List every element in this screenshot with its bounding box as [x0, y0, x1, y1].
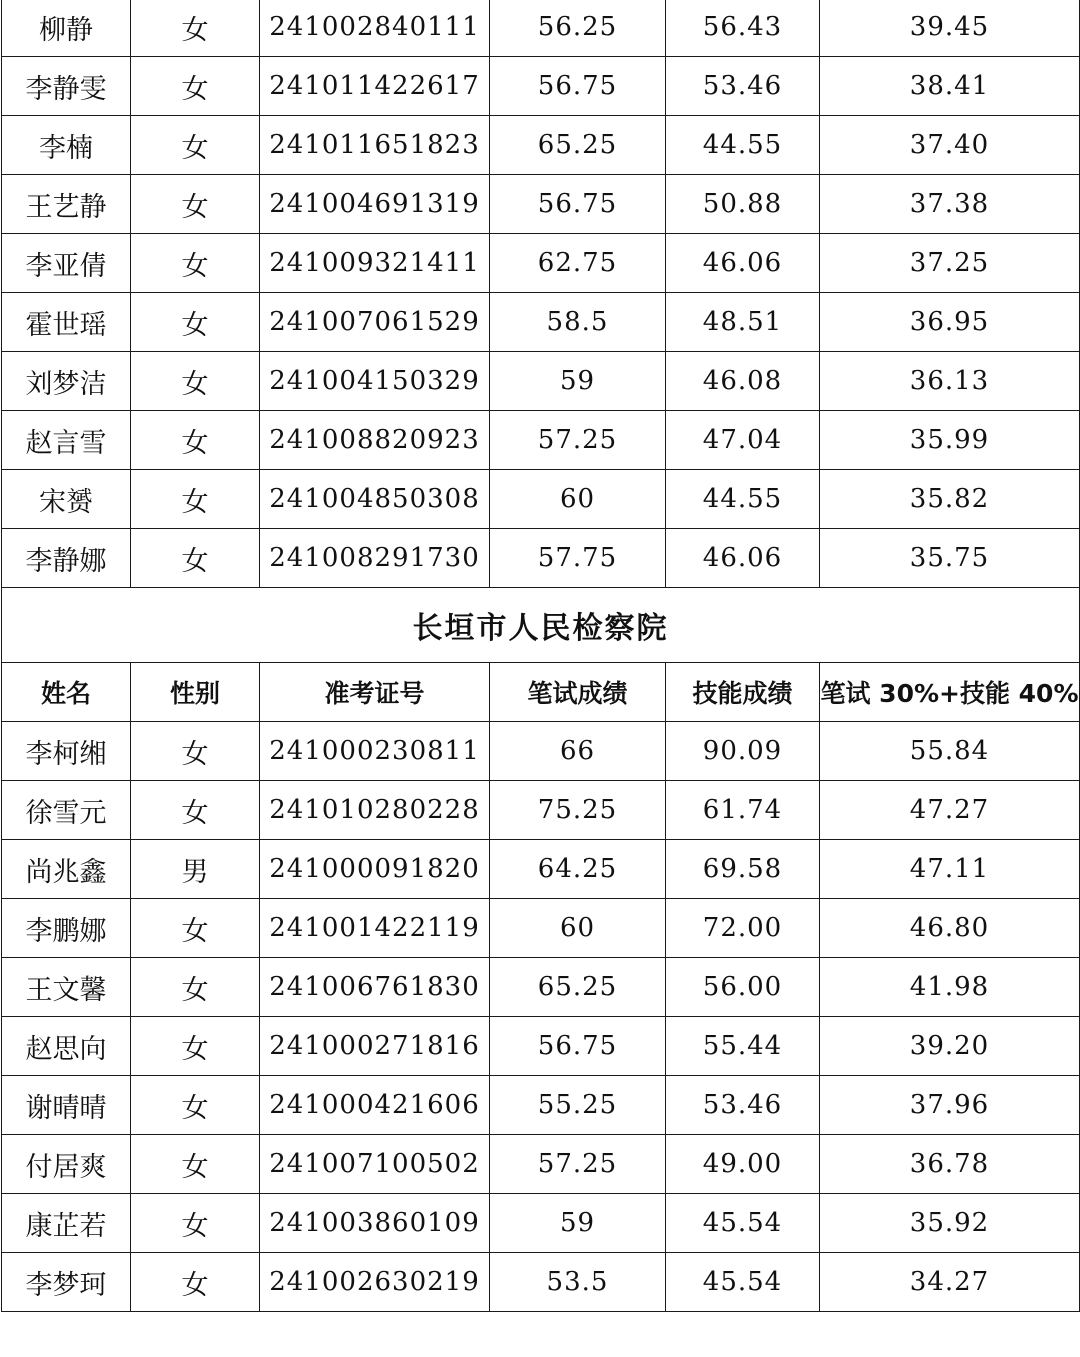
cell-exam-number: 241004150329	[260, 352, 490, 411]
table-row	[2, 234, 1080, 293]
cell-sex: 女	[131, 529, 260, 588]
cell-sex: 女	[131, 411, 260, 470]
table-row	[2, 1017, 1080, 1076]
cell-sex: 女	[131, 293, 260, 352]
cell-weighted-total: 55.84	[820, 722, 1080, 781]
cell-skill-score: 46.06	[666, 234, 820, 293]
cell-written-score: 56.25	[490, 0, 666, 57]
cell-weighted-total: 39.45	[820, 0, 1080, 57]
cell-exam-number: 241001422119	[260, 899, 490, 958]
cell-sex: 女	[131, 57, 260, 116]
cell-name: 宋赟	[2, 470, 131, 529]
cell-skill-score: 49.00	[666, 1135, 820, 1194]
cell-exam-number: 241011422617	[260, 57, 490, 116]
cell-exam-number: 241003860109	[260, 1194, 490, 1253]
cell-written-score: 56.75	[490, 175, 666, 234]
cell-weighted-total: 47.11	[820, 840, 1080, 899]
table-row	[2, 175, 1080, 234]
cell-sex: 男	[131, 840, 260, 899]
cell-exam-number: 241008820923	[260, 411, 490, 470]
table-row	[2, 1253, 1080, 1312]
cell-name: 李亚倩	[2, 234, 131, 293]
header-skill-score: 技能成绩	[666, 663, 820, 722]
cell-skill-score: 69.58	[666, 840, 820, 899]
cell-name: 柳静	[2, 0, 131, 57]
cell-sex: 女	[131, 722, 260, 781]
table-row	[2, 411, 1080, 470]
table-row	[2, 1076, 1080, 1135]
table-row	[2, 781, 1080, 840]
cell-written-score: 62.75	[490, 234, 666, 293]
cell-name: 付居爽	[2, 1135, 131, 1194]
table-row	[2, 0, 1080, 57]
cell-exam-number: 241000230811	[260, 722, 490, 781]
cell-sex: 女	[131, 1076, 260, 1135]
section-title-row	[2, 588, 1080, 663]
cell-written-score: 60	[490, 470, 666, 529]
cell-weighted-total: 37.40	[820, 116, 1080, 175]
table-row	[2, 116, 1080, 175]
cell-name: 王文馨	[2, 958, 131, 1017]
cell-skill-score: 53.46	[666, 1076, 820, 1135]
cell-skill-score: 61.74	[666, 781, 820, 840]
cell-weighted-total: 39.20	[820, 1017, 1080, 1076]
table-header-row	[2, 663, 1080, 722]
cell-sex: 女	[131, 958, 260, 1017]
cell-weighted-total: 47.27	[820, 781, 1080, 840]
cell-skill-score: 53.46	[666, 57, 820, 116]
cell-sex: 女	[131, 1017, 260, 1076]
cell-name: 赵思向	[2, 1017, 131, 1076]
cell-exam-number: 241004691319	[260, 175, 490, 234]
table-row	[2, 1194, 1080, 1253]
cell-written-score: 64.25	[490, 840, 666, 899]
cell-name: 李柯缃	[2, 722, 131, 781]
cell-exam-number: 241002840111	[260, 0, 490, 57]
top-table-body	[2, 0, 1080, 588]
cell-weighted-total: 35.75	[820, 529, 1080, 588]
score-table	[1, 0, 1080, 1312]
cell-sex: 女	[131, 470, 260, 529]
header-exam-number: 准考证号	[260, 663, 490, 722]
cell-weighted-total: 36.13	[820, 352, 1080, 411]
cell-name: 李鹏娜	[2, 899, 131, 958]
cell-skill-score: 55.44	[666, 1017, 820, 1076]
cell-skill-score: 44.55	[666, 470, 820, 529]
cell-exam-number: 241000271816	[260, 1017, 490, 1076]
cell-weighted-total: 34.27	[820, 1253, 1080, 1312]
cell-skill-score: 56.00	[666, 958, 820, 1017]
cell-written-score: 56.75	[490, 57, 666, 116]
header-weighted-total: 笔试 30%+技能 40%	[820, 663, 1080, 722]
cell-written-score: 65.25	[490, 116, 666, 175]
cell-written-score: 57.75	[490, 529, 666, 588]
cell-written-score: 56.75	[490, 1017, 666, 1076]
cell-written-score: 65.25	[490, 958, 666, 1017]
cell-weighted-total: 37.38	[820, 175, 1080, 234]
cell-sex: 女	[131, 1253, 260, 1312]
cell-written-score: 60	[490, 899, 666, 958]
cell-written-score: 57.25	[490, 411, 666, 470]
cell-sex: 女	[131, 1135, 260, 1194]
cell-name: 徐雪元	[2, 781, 131, 840]
cell-skill-score: 46.08	[666, 352, 820, 411]
table-row	[2, 899, 1080, 958]
header-sex: 性别	[131, 663, 260, 722]
cell-sex: 女	[131, 781, 260, 840]
cell-weighted-total: 37.96	[820, 1076, 1080, 1135]
cell-skill-score: 56.43	[666, 0, 820, 57]
cell-exam-number: 241009321411	[260, 234, 490, 293]
cell-written-score: 59	[490, 1194, 666, 1253]
cell-written-score: 66	[490, 722, 666, 781]
cell-weighted-total: 41.98	[820, 958, 1080, 1017]
section-block	[2, 588, 1080, 722]
cell-name: 李梦珂	[2, 1253, 131, 1312]
cell-weighted-total: 46.80	[820, 899, 1080, 958]
cell-weighted-total: 35.99	[820, 411, 1080, 470]
cell-written-score: 57.25	[490, 1135, 666, 1194]
cell-exam-number: 241006761830	[260, 958, 490, 1017]
cell-written-score: 58.5	[490, 293, 666, 352]
table-row	[2, 529, 1080, 588]
cell-exam-number: 241002630219	[260, 1253, 490, 1312]
cell-name: 李静雯	[2, 57, 131, 116]
cell-exam-number: 241008291730	[260, 529, 490, 588]
cell-weighted-total: 36.95	[820, 293, 1080, 352]
cell-written-score: 53.5	[490, 1253, 666, 1312]
cell-exam-number: 241004850308	[260, 470, 490, 529]
cell-sex: 女	[131, 1194, 260, 1253]
cell-exam-number: 241000091820	[260, 840, 490, 899]
cell-weighted-total: 35.92	[820, 1194, 1080, 1253]
table-row	[2, 57, 1080, 116]
cell-name: 李楠	[2, 116, 131, 175]
cell-sex: 女	[131, 116, 260, 175]
cell-name: 李静娜	[2, 529, 131, 588]
section-title: 长垣市人民检察院	[2, 588, 1080, 663]
cell-name: 王艺静	[2, 175, 131, 234]
table-row	[2, 470, 1080, 529]
cell-sex: 女	[131, 175, 260, 234]
table-row	[2, 722, 1080, 781]
cell-weighted-total: 37.25	[820, 234, 1080, 293]
table-row	[2, 293, 1080, 352]
cell-skill-score: 46.06	[666, 529, 820, 588]
cell-exam-number: 241000421606	[260, 1076, 490, 1135]
cell-written-score: 59	[490, 352, 666, 411]
header-name: 姓名	[2, 663, 131, 722]
cell-name: 刘梦洁	[2, 352, 131, 411]
cell-name: 谢晴晴	[2, 1076, 131, 1135]
table-row	[2, 352, 1080, 411]
cell-sex: 女	[131, 899, 260, 958]
cell-exam-number: 241011651823	[260, 116, 490, 175]
cell-written-score: 55.25	[490, 1076, 666, 1135]
cell-weighted-total: 38.41	[820, 57, 1080, 116]
table-row	[2, 840, 1080, 899]
cell-written-score: 75.25	[490, 781, 666, 840]
table-row	[2, 958, 1080, 1017]
cell-skill-score: 72.00	[666, 899, 820, 958]
cell-weighted-total: 35.82	[820, 470, 1080, 529]
cell-skill-score: 50.88	[666, 175, 820, 234]
cell-name: 尚兆鑫	[2, 840, 131, 899]
cell-exam-number: 241010280228	[260, 781, 490, 840]
cell-sex: 女	[131, 234, 260, 293]
cell-exam-number: 241007100502	[260, 1135, 490, 1194]
section-table-body	[2, 722, 1080, 1312]
cell-exam-number: 241007061529	[260, 293, 490, 352]
cell-name: 康芷若	[2, 1194, 131, 1253]
cell-name: 霍世瑶	[2, 293, 131, 352]
cell-skill-score: 44.55	[666, 116, 820, 175]
cell-skill-score: 45.54	[666, 1253, 820, 1312]
cell-sex: 女	[131, 0, 260, 57]
cell-weighted-total: 36.78	[820, 1135, 1080, 1194]
cell-sex: 女	[131, 352, 260, 411]
table-row	[2, 1135, 1080, 1194]
cell-name: 赵言雪	[2, 411, 131, 470]
cell-skill-score: 48.51	[666, 293, 820, 352]
header-written-score: 笔试成绩	[490, 663, 666, 722]
cell-skill-score: 47.04	[666, 411, 820, 470]
cell-skill-score: 90.09	[666, 722, 820, 781]
cell-skill-score: 45.54	[666, 1194, 820, 1253]
